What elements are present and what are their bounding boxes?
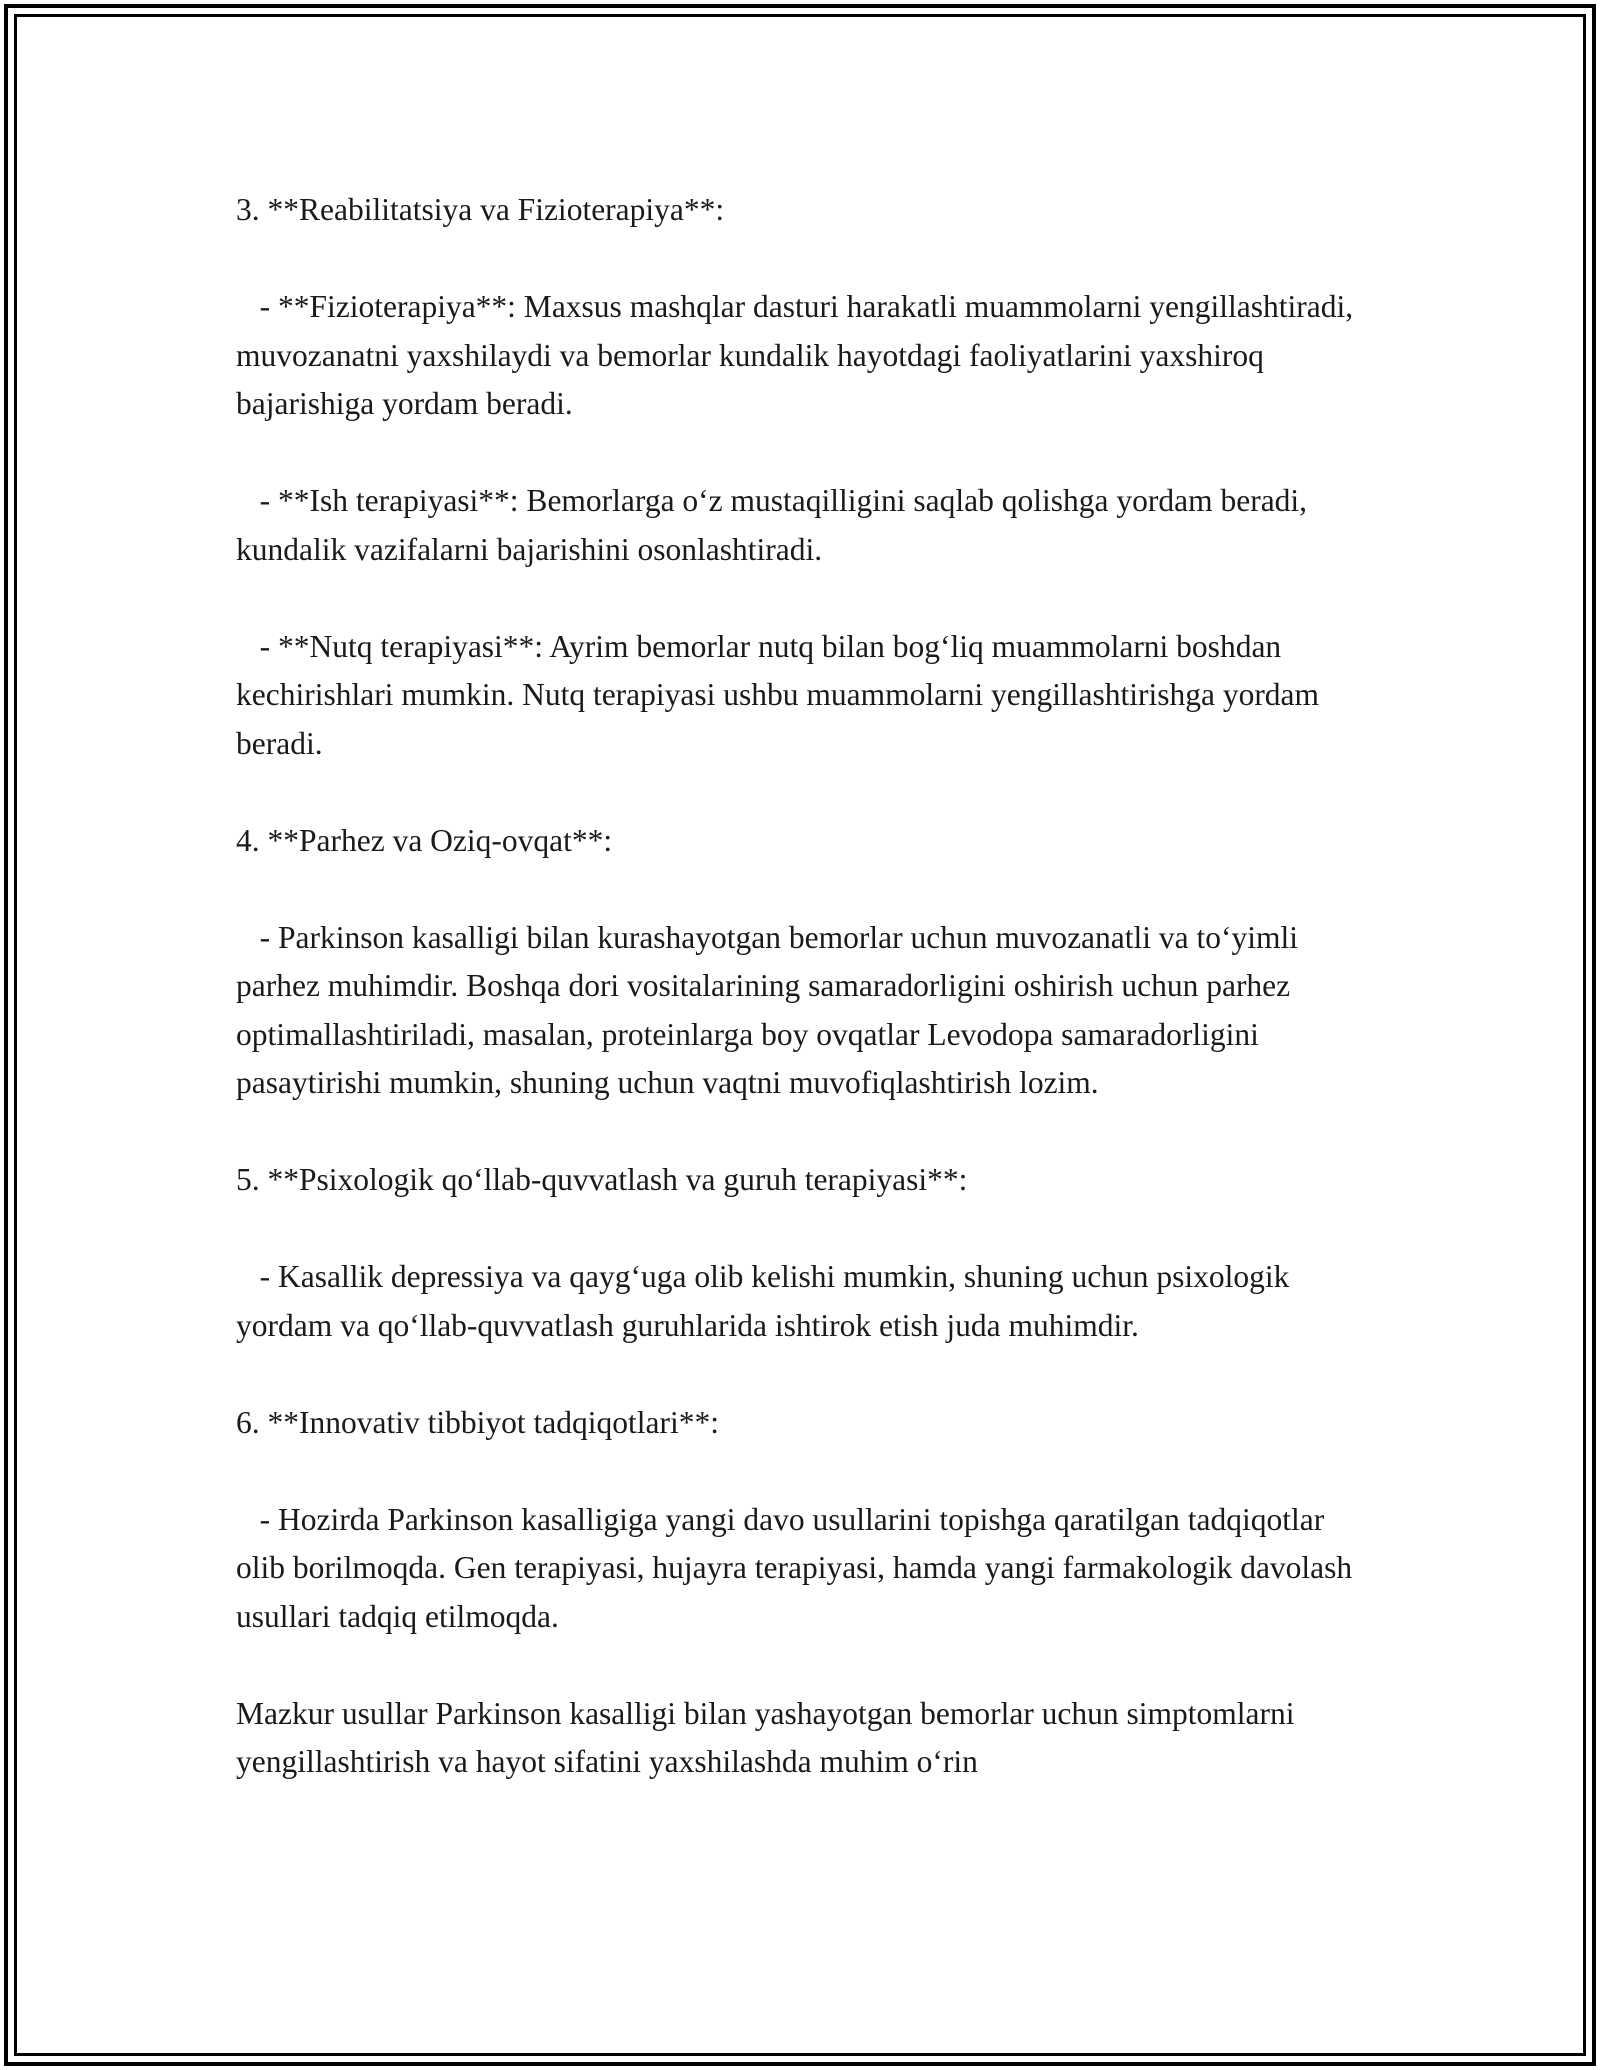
section-3-heading: 3. **Reabilitatsiya va Fizioterapiya**:	[236, 192, 725, 227]
section-4-heading: 4. **Parhez va Oziq-ovqat**:	[236, 822, 613, 858]
speech-therapy-item: - **Nutq terapiyasi**: Ayrim bemorlar nutq bilan bog‘liq muammolarni boshdan kechirishlari mumkin. Nutq terapiyasi ushbu muammolarni yengillashtirishga yordam beradi.	[236, 628, 1327, 761]
psychological-support-item: - Kasallik depressiya va qayg‘uga olib kelishi mumkin, shuning uchun psixologik yordam va qo‘llab-quvvatlash guruhlarida ishtirok etish juda muhimdir.	[236, 1259, 1298, 1343]
diet-item: - Parkinson kasalligi bilan kurashayotgan bemorlar uchun muvozanatli va to‘yimli parhez muhimdir. Boshqa dori vositalarining samaradorligini oshirish uchun parhez optimallashtiriladi, masalan, proteinlarga boy ovqatlar Levodopa samaradorligini pasaytirishi mumkin, shuning uchun vaqtni muvofiqlashtirish lozim.	[236, 919, 1306, 1100]
physiotherapy-item: - **Fizioterapiya**: Maxsus mashqlar dasturi harakatli muammolarni yengillashtiradi, muvozanatni yaxshilaydi va bemorlar kundalik hayotdagi faoliyatlarini yaxshiroq bajarishiga yordam beradi.	[236, 289, 1361, 421]
document-body	[236, 186, 1376, 1835]
section-6-heading: 6. **Innovativ tibbiyot tadqiqotlari**:	[236, 1404, 719, 1440]
section-5-heading: 5. **Psixologik qo‘llab-quvvatlash va guruh terapiyasi**:	[236, 1162, 968, 1197]
conclusion-paragraph: Mazkur usullar Parkinson kasalligi bilan yashayotgan bemorlar uchun simptomlarni yengillashtirish va hayot sifatini yaxshilashda muhim o‘rin	[236, 1695, 1303, 1779]
occupational-therapy-item: - **Ish terapiyasi**: Bemorlarga o‘z mustaqilligini saqlab qolishga yordam beradi, kundalik vazifalarni bajarishini osonlashtiradi.	[236, 483, 1315, 567]
research-item: - Hozirda Parkinson kasalligiga yangi davo usullarini topishga qaratilgan tadqiqotlar olib borilmoqda. Gen terapiyasi, hujayra terapiyasi, hamda yangi farmakologik davolash usullari tadqiq etilmoqda.	[236, 1501, 1361, 1634]
